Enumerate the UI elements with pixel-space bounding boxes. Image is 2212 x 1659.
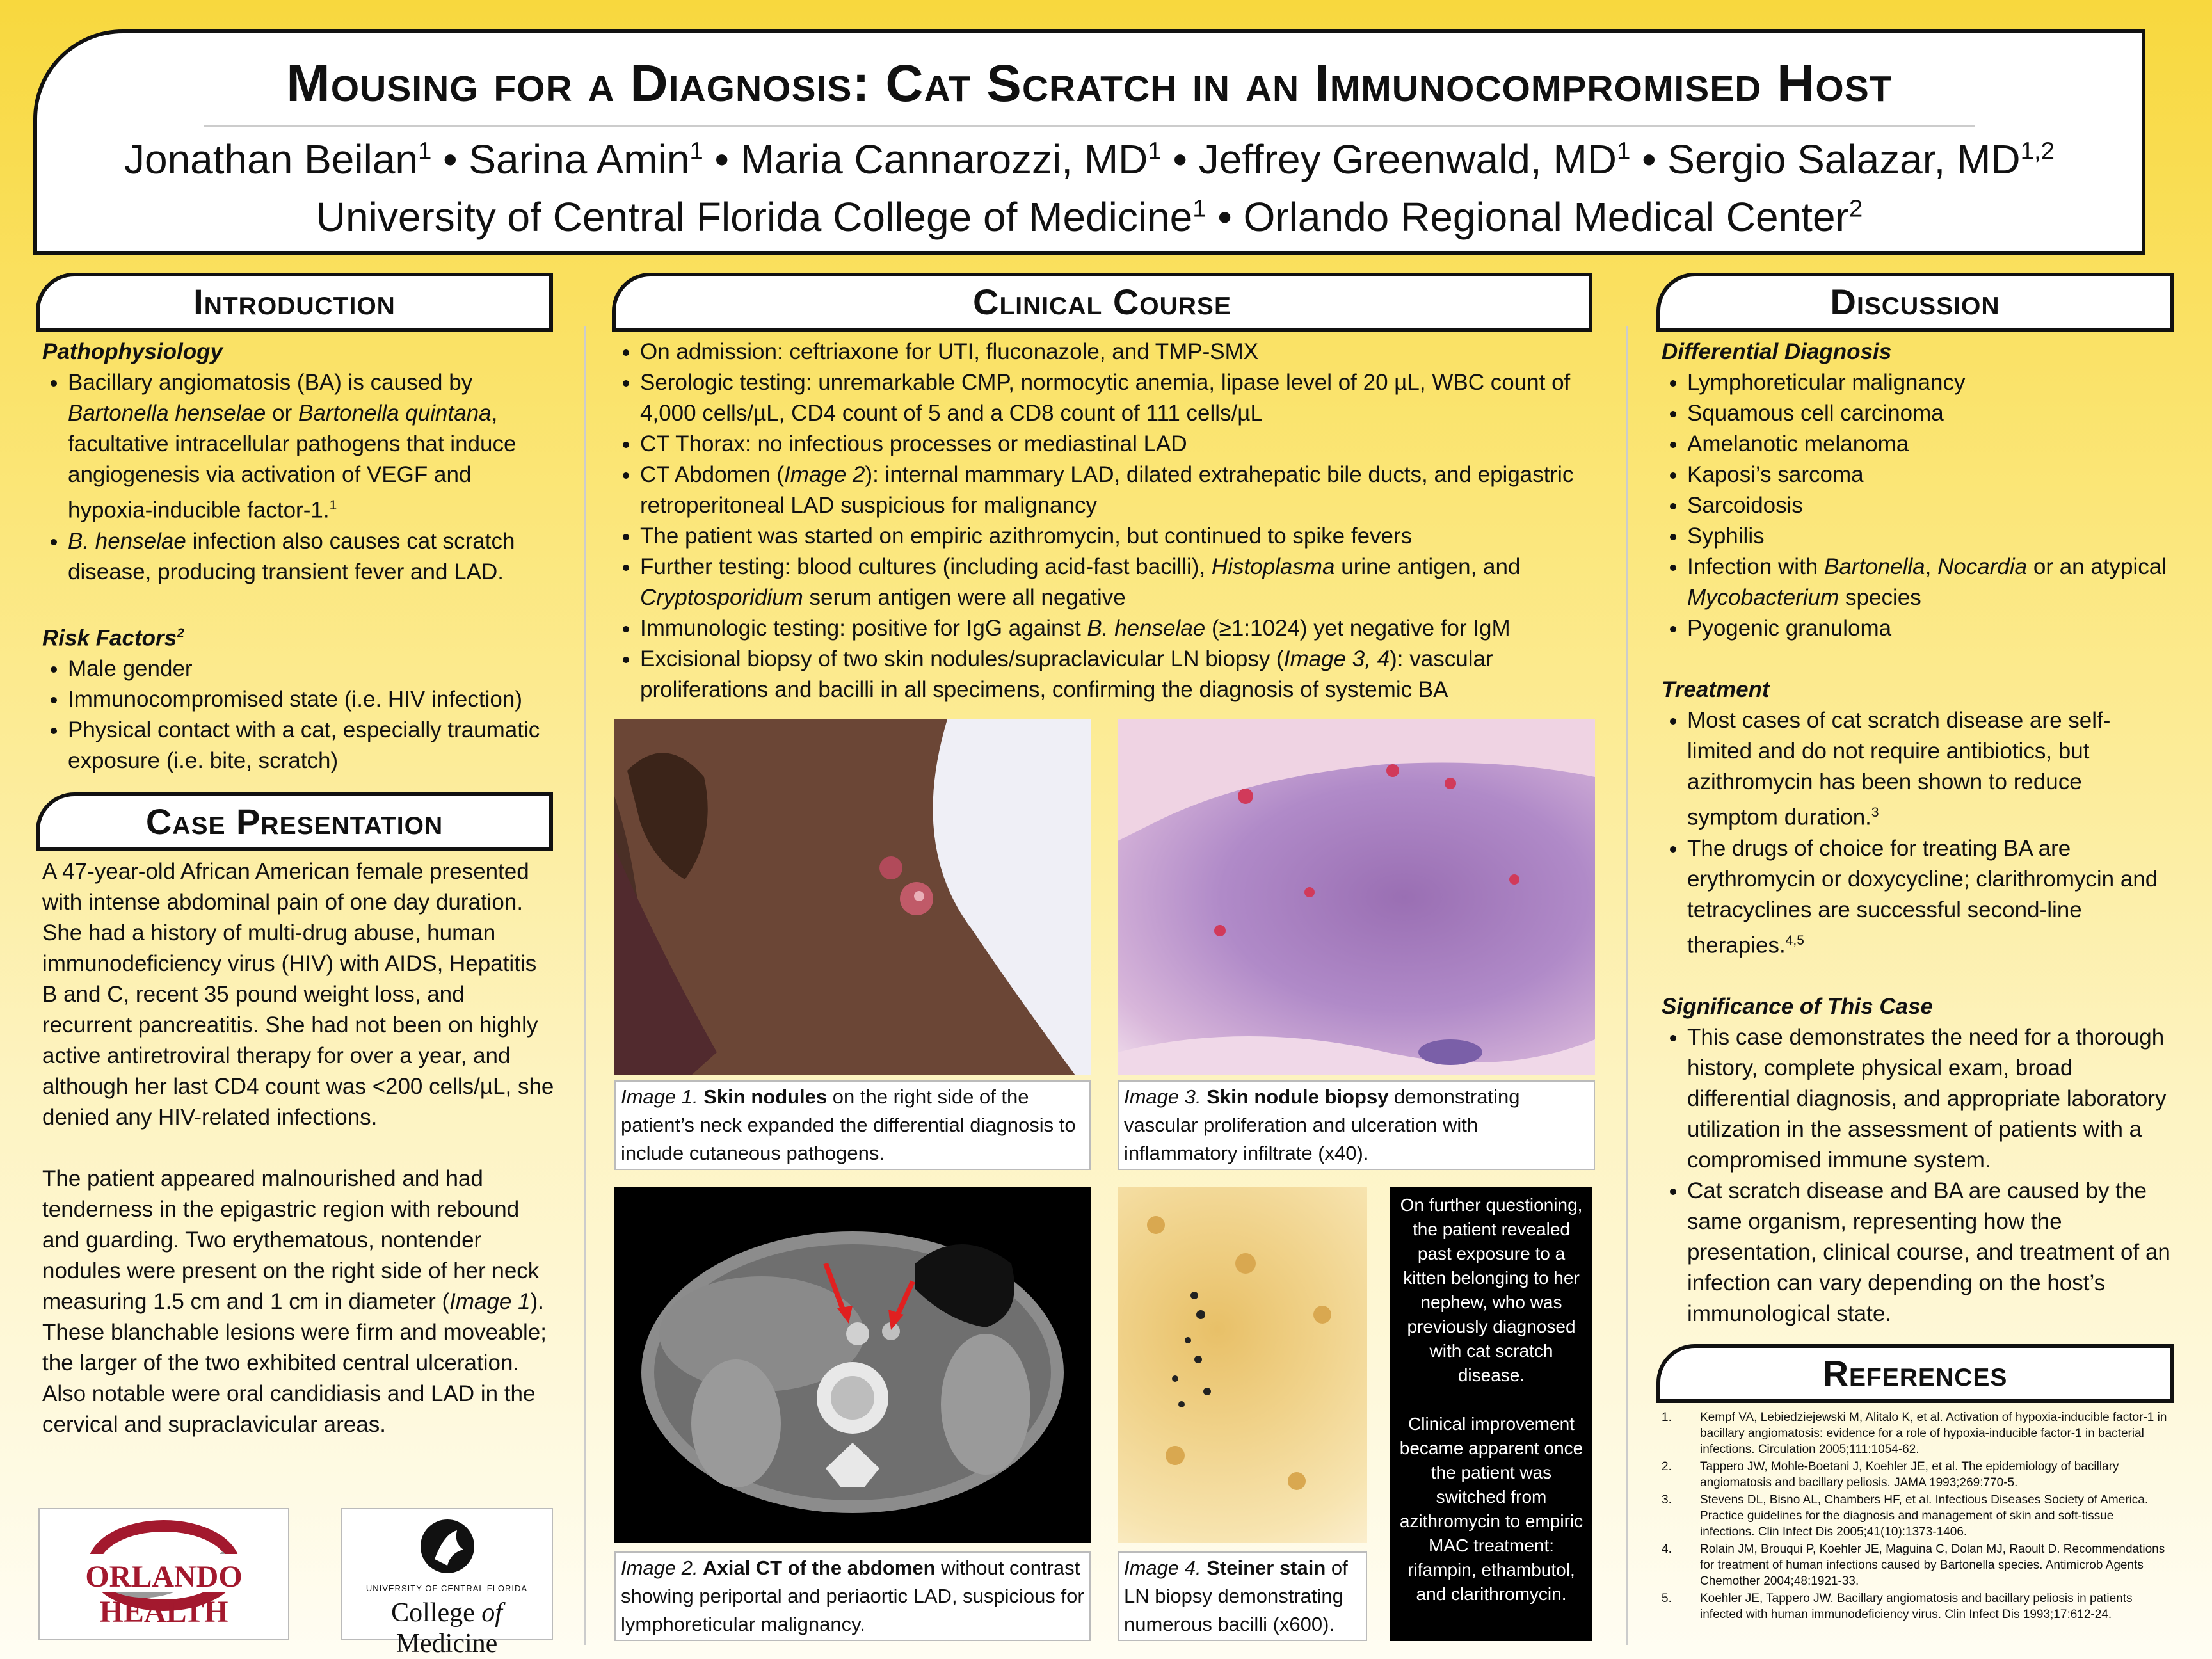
citation-sup: 3	[1871, 805, 1879, 820]
list-item: • Lymphoreticular malignancy	[1687, 367, 2174, 398]
list-item: • Pyogenic granuloma	[1687, 613, 2174, 644]
text: Skin nodules	[698, 1086, 828, 1108]
list-item: • On admission: ceftriaxone for UTI, fluconazole, and TMP-SMX	[640, 337, 1587, 367]
case-presentation-heading: Case Presentation	[36, 792, 553, 851]
significance-subheading: Significance of This Case	[1662, 994, 1933, 1020]
author-sup: 1	[1148, 137, 1162, 165]
text: Cryptosporidium	[640, 585, 803, 610]
text: B. henselae	[68, 528, 186, 554]
discussion-heading: Discussion	[1656, 273, 2174, 332]
treatment-list	[1662, 705, 2174, 961]
author-sup: 1	[418, 137, 432, 165]
list-item	[68, 526, 554, 588]
list-item: • Syphilis	[1687, 521, 2174, 552]
orlando-health-wordmark: ORLANDO HEALTH	[85, 1560, 243, 1629]
text: Image 2	[784, 462, 865, 487]
reference-text: Koehler JE, Tappero JW. Bacillary angiomatosis and bacillary peliosis in patients infected with human immunodeficiency virus. Clin Infect Dis 1993;17:612-24.	[1700, 1592, 2133, 1621]
text: without contrast showing periportal and periaortic LAD, suspicious for lymphoreticular malignancy.	[621, 1557, 1084, 1635]
citation-sup: 4,5	[1785, 933, 1804, 948]
list-item	[640, 613, 1587, 644]
image-4-caption	[1118, 1551, 1367, 1641]
clinical-course-body	[614, 337, 1587, 705]
citation-sup: 1	[329, 498, 337, 513]
affil-sup: 1	[1192, 195, 1206, 223]
author-name: Sergio Salazar, MD	[1667, 136, 2021, 182]
author-separator: •	[1630, 136, 1668, 182]
list-item: • The patient was started on empiric azithromycin, but continued to spike fevers	[640, 521, 1587, 552]
author-line	[37, 136, 2142, 183]
pathophysiology-list	[42, 367, 554, 588]
text: Histoplasma	[1211, 554, 1335, 579]
ct-scan-illustration	[614, 1187, 1091, 1543]
author-name: Jeffrey Greenwald, MD	[1198, 136, 1617, 182]
reference-text: Kempf VA, Lebiedziejewski M, Alitalo K, et al. Activation of hypoxia-inducible factor-1 in bacillary angiomatosis: evidence for a role of hypoxia-inducible factor-1 in bacterial infections. Circulation 2005;111:1054-62.	[1700, 1411, 2167, 1456]
text: Image 3.	[1124, 1086, 1201, 1108]
reference-text: Tappero JW, Mohle-Boetani J, Koehler JE, et al. The epidemiology of bacillary angiomatosis and bacillary peliosis. JAMA 1993;269:770-5.	[1700, 1460, 2119, 1489]
text: Skin nodule biopsy	[1201, 1086, 1389, 1108]
image-1-skin-nodules-photo	[614, 719, 1091, 1075]
text: Immunologic testing: positive for IgG against	[640, 616, 1087, 641]
text: of	[481, 1598, 502, 1628]
treatment-subheading: Treatment	[1662, 677, 1770, 702]
author-sup: 1,2	[2020, 137, 2055, 165]
reference-number: 3.	[1662, 1493, 1672, 1507]
list-item: • Male gender	[68, 653, 554, 684]
list-item	[1687, 552, 2174, 613]
poster-title: Mousing for a Diagnosis: Cat Scratch in an Immunocompromised Host	[286, 54, 1893, 113]
introduction-heading: Introduction	[36, 273, 553, 332]
case-presentation-body	[42, 856, 554, 1440]
steiner-stain-illustration	[1118, 1187, 1367, 1543]
citation-sup: 2	[177, 625, 184, 641]
text: The patient appeared malnourished and had tenderness in the epigastric region with rebound and guarding. Two erythematous, nontender nodules were present on the right side of her neck measuring 1.5 cm and 1 cm in diameter (	[42, 1166, 540, 1314]
pathophysiology-subheading: Pathophysiology	[42, 339, 223, 364]
text: or an atypical	[2027, 554, 2167, 579]
text: Further testing: blood cultures (including acid-fast bacilli),	[640, 554, 1212, 579]
text: Bartonella quintana	[298, 401, 492, 426]
text: Image 1	[449, 1289, 531, 1314]
list-item: • Amelanotic melanoma	[1687, 429, 2174, 460]
text: ): vascular proliferations and bacilli in all specimens, confirming the diagnosis of systemic BA	[640, 646, 1493, 702]
image-3-skin-biopsy-photo	[1118, 719, 1595, 1075]
text: The drugs of choice for treating BA are erythromycin or doxycycline; clarithromycin and tetracyclines are successful second-line therapies.	[1687, 835, 2158, 958]
clinical-course-heading: Clinical Course	[612, 273, 1592, 332]
author-separator: •	[1161, 136, 1199, 182]
list-item: • Kaposi’s sarcoma	[1687, 460, 2174, 490]
references-list	[1662, 1409, 2171, 1624]
image-4-steiner-stain-photo	[1118, 1187, 1367, 1543]
author-separator: •	[703, 136, 741, 182]
text: of LN biopsy demonstrating numerous bacilli (x600).	[1124, 1557, 1348, 1635]
author-sup: 1	[689, 137, 703, 165]
reference-item	[1662, 1409, 2171, 1457]
text: Image 2.	[621, 1557, 698, 1579]
reference-number: 2.	[1662, 1460, 1672, 1473]
image-1-caption	[614, 1080, 1091, 1170]
reference-number: 1.	[1662, 1411, 1672, 1424]
list-item	[1687, 833, 2174, 961]
reference-item	[1662, 1459, 2171, 1491]
column-divider	[584, 326, 586, 1645]
ucf-name: UNIVERSITY OF CENTRAL FLORIDA	[365, 1583, 528, 1593]
significance-list	[1662, 1022, 2174, 1329]
text: urine antigen, and	[1334, 554, 1521, 579]
reference-text: Rolain JM, Brouqui P, Koehler JE, Maguina C, Dolan MJ, Raoult D. Recommendations for treatment of human infections caused by Bartonella species. Antimicrob Agents Chemother 2004;48:1921-33.	[1700, 1543, 2165, 1588]
list-item: • Serologic testing: unremarkable CMP, normocytic anemia, lipase level of 20 µL, WBC count of 4,000 cells/µL, CD4 count of 5 and a CD8 count of 111 cells/µL	[640, 367, 1587, 429]
reference-item	[1662, 1541, 2171, 1589]
reference-number: 5.	[1662, 1592, 1672, 1605]
author-name: Jonathan Beilan	[124, 136, 419, 182]
text: Risk Factors	[42, 625, 177, 651]
text: Bartonella	[1824, 554, 1925, 579]
list-item: • Cat scratch disease and BA are caused by the same organism, representing how the presentation, clinical course, and treatment of an infection can vary depending on the host’s immunological state.	[1687, 1176, 2174, 1329]
list-item: • Immunocompromised state (i.e. HIV infection)	[68, 684, 554, 715]
list-item	[640, 644, 1587, 705]
text: (≥1:1024) yet negative for IgM	[1205, 616, 1511, 641]
text: ): internal mammary LAD, dilated extrahepatic bile ducts, and epigastric retroperitoneal LAD suspicious for malignancy	[640, 462, 1574, 518]
text: Image 3, 4	[1283, 646, 1390, 671]
orlando-health-logo	[38, 1508, 289, 1640]
introduction-body	[42, 337, 554, 776]
author-sup: 1	[1616, 137, 1631, 165]
references-heading: References	[1656, 1344, 2174, 1403]
pegasus-icon	[419, 1514, 476, 1578]
text: or	[266, 401, 298, 426]
text: Mycobacterium	[1687, 585, 1839, 610]
list-item: • Squamous cell carcinoma	[1687, 398, 2174, 429]
affiliation-ucf: University of Central Florida College of Medicine	[316, 194, 1193, 240]
text: ,	[1925, 554, 1938, 579]
text: on the right side of the patient’s neck expanded the differential diagnosis to include cutaneous pathogens.	[621, 1086, 1076, 1164]
clinical-course-list	[614, 337, 1587, 705]
poster-header	[33, 29, 2145, 255]
text: Infection with	[1687, 554, 1824, 579]
text: Nocardia	[1937, 554, 2028, 579]
author-name: Maria Cannarozzi, MD	[740, 136, 1148, 182]
title-divider	[204, 125, 1975, 127]
list-item	[1687, 705, 2174, 833]
column-divider	[1626, 326, 1628, 1645]
risk-factors-list	[42, 653, 554, 776]
reference-number: 4.	[1662, 1543, 1672, 1556]
image-2-axial-ct-photo	[614, 1187, 1091, 1543]
reference-item	[1662, 1492, 2171, 1540]
author-separator: •	[431, 136, 469, 182]
affil-sup: 2	[1848, 195, 1863, 223]
list-item: • Physical contact with a cat, especially traumatic exposure (i.e. bite, scratch)	[68, 715, 554, 776]
differential-diagnosis-list	[1662, 367, 2174, 644]
text: Image 4.	[1124, 1557, 1201, 1579]
text: Medicine	[396, 1629, 498, 1658]
differential-diagnosis-subheading: Differential Diagnosis	[1662, 339, 1892, 364]
clinical-followup-box	[1390, 1187, 1592, 1641]
text: Bartonella henselae	[68, 401, 266, 426]
text: , facultative intracellular pathogens that induce angiogenesis via activation of VEGF and hypoxia-inducible factor-1.	[68, 401, 517, 523]
discussion-body	[1662, 337, 2174, 1329]
text: Most cases of cat scratch disease are self-limited and do not require antibiotics, but azithromycin has been shown to reduce symptom duration.	[1687, 708, 2111, 830]
followup-paragraph: On further questioning, the patient revealed past exposure to a kitten belonging to her nephew, who was previously diagnosed with cat scratch disease.	[1400, 1195, 1583, 1385]
college-of-medicine-text	[342, 1598, 552, 1659]
list-item	[68, 367, 554, 526]
image-3-caption	[1118, 1080, 1595, 1170]
text: species	[1839, 585, 1921, 610]
text: Steiner stain	[1201, 1557, 1326, 1579]
text: demonstrating vascular proliferation and ulceration with inflammatory infiltrate (x40).	[1124, 1086, 1520, 1164]
followup-paragraph: Clinical improvement became apparent once the patient was switched from azithromycin to empiric MAC treatment: rifampin, ethambutol, and clarithromycin.	[1399, 1414, 1583, 1604]
case-paragraph: A 47-year-old African American female presented with intense abdominal pain of one day duration. She had a history of multi-drug abuse, human immunodeficiency virus (HIV) with AIDS, Hepatitis B and C, recent 35 pound weight loss, and recurrent pancreatitis. She had not been on highly active antiretroviral therapy for over a year, and although her last CD4 count was <200 cells/µL, she denied any HIV-related infections.	[42, 859, 554, 1130]
reference-text: Stevens DL, Bisno AL, Chambers HF, et al. Infectious Diseases Society of America. Practice guidelines for the diagnosis and management of skin and soft-tissue infections. Clin Infect Dis 2005;41(10):1373-1406.	[1700, 1493, 2149, 1539]
affil-separator: •	[1206, 194, 1244, 240]
text: College	[391, 1598, 482, 1628]
text: infection also causes cat scratch disease, producing transient fever and LAD.	[68, 528, 515, 584]
risk-factors-subheading	[42, 618, 554, 654]
affiliation-line	[37, 193, 2142, 241]
text: Axial CT of the abdomen	[698, 1557, 936, 1579]
text: Excisional biopsy of two skin nodules/supraclavicular LN biopsy (	[640, 646, 1284, 671]
list-item	[640, 552, 1587, 613]
affiliation-ormc: Orlando Regional Medical Center	[1243, 194, 1849, 240]
text: CT Abdomen (	[640, 462, 785, 487]
list-item: • CT Thorax: no infectious processes or mediastinal LAD	[640, 429, 1587, 460]
list-item: • Sarcoidosis	[1687, 490, 2174, 521]
image-2-caption	[614, 1551, 1091, 1641]
list-item: • This case demonstrates the need for a thorough history, complete physical exam, broad differential diagnosis, and appropriate laboratory utilization in the assessment of patients with a compromised immune system.	[1687, 1022, 2174, 1176]
list-item	[640, 460, 1587, 521]
ucf-com-logo	[341, 1508, 553, 1658]
author-name: Sarina Amin	[469, 136, 690, 182]
neck-photo-illustration	[614, 719, 1091, 1075]
text: B. henselae	[1087, 616, 1206, 641]
text: Bacillary angiomatosis (BA) is caused by	[68, 370, 473, 395]
text: serum antigen were all negative	[803, 585, 1126, 610]
histology-illustration	[1118, 719, 1595, 1075]
text: Image 1.	[621, 1086, 698, 1108]
case-paragraph	[42, 1164, 554, 1440]
reference-item	[1662, 1591, 2171, 1623]
text: ). These blanchable lesions were firm and moveable; the larger of the two exhibited central ulceration. Also notable were oral candidiasis and LAD in the cervical and supraclavicular areas.	[42, 1289, 547, 1437]
